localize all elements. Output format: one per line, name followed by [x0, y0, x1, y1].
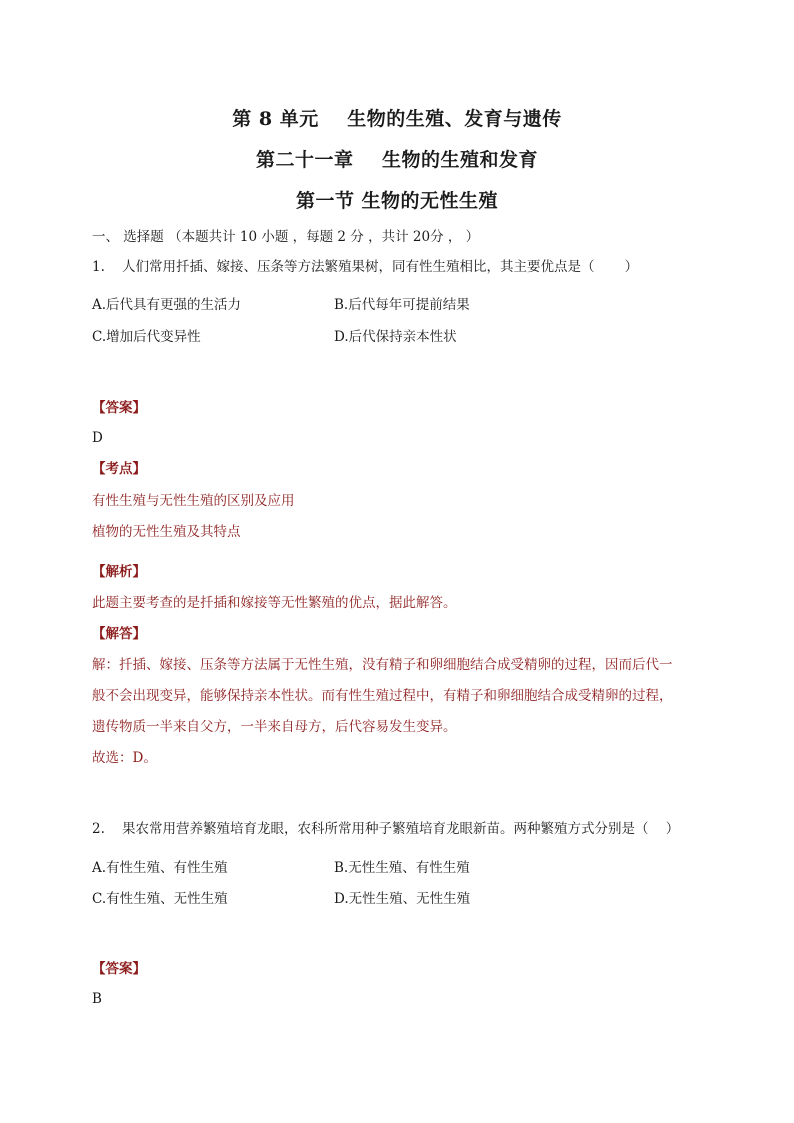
q2-option-b: B.无性生殖、有性生殖	[334, 860, 470, 876]
q2-option-d: D.无性生殖、无性生殖	[334, 891, 471, 907]
q2-answer: B	[92, 991, 102, 1007]
q1-option-d: D.后代保持亲本性状	[334, 329, 457, 345]
q1-jieda-1: 解：扦插、嫁接、压条等方法属于无性生殖，没有精子和卵细胞结合成受精卵的过程，因而后代一	[92, 657, 673, 673]
q1-option-b: B.后代每年可提前结果	[334, 297, 470, 313]
q1-stem: 1. 人们常用扦插、嫁接、压条等方法繁殖果树，同有性生殖相比，其主要优点是（ ）	[92, 259, 639, 275]
q1-answer: D	[92, 430, 103, 446]
q1-option-a: A.后代具有更强的生活力	[92, 297, 242, 313]
section-title: 第一节 生物的无性生殖	[295, 190, 499, 212]
q2-stem: 2. 果农常用营养繁殖培育龙眼，农科所常用种子繁殖培育龙眼新苗。两种繁殖方式分别是（ ）	[92, 821, 680, 837]
q1-jiexi: 此题主要考查的是扦插和嫁接等无性繁殖的优点，据此解答。	[92, 595, 457, 611]
q1-option-c: C.增加后代变异性	[92, 329, 201, 345]
q2-option-a: A.有性生殖、有性生殖	[92, 860, 228, 876]
q1-jiexi-label: 【解析】	[92, 564, 146, 580]
q1-jieda-4: 故选：D。	[92, 750, 157, 766]
section-header: 一、 选择题 （本题共计 10 小题 ，每题 2 分 ，共计 20分 ， ）	[92, 229, 480, 245]
q1-kaodian-1: 有性生殖与无性生殖的区别及应用	[92, 493, 295, 509]
q1-kaodian-2: 植物的无性生殖及其特点	[92, 524, 241, 540]
unit-title: 第 8 单元 生物的生殖、发育与遗传	[232, 108, 562, 130]
q1-jieda-2: 般不会出现变异，能够保持亲本性状。而有性生殖过程中，有精子和卵细胞结合成受精卵的过程，	[92, 688, 673, 704]
q2-answer-label: 【答案】	[92, 961, 146, 977]
q1-jieda-label: 【解答】	[92, 626, 146, 642]
q1-answer-label: 【答案】	[92, 400, 146, 416]
q1-kaodian-label: 【考点】	[92, 461, 146, 477]
q2-option-c: C.有性生殖、无性生殖	[92, 891, 228, 907]
chapter-title: 第二十一章 生物的生殖和发育	[256, 149, 538, 171]
q1-jieda-3: 遗传物质一半来自父方，一半来自母方，后代容易发生变异。	[92, 719, 457, 735]
